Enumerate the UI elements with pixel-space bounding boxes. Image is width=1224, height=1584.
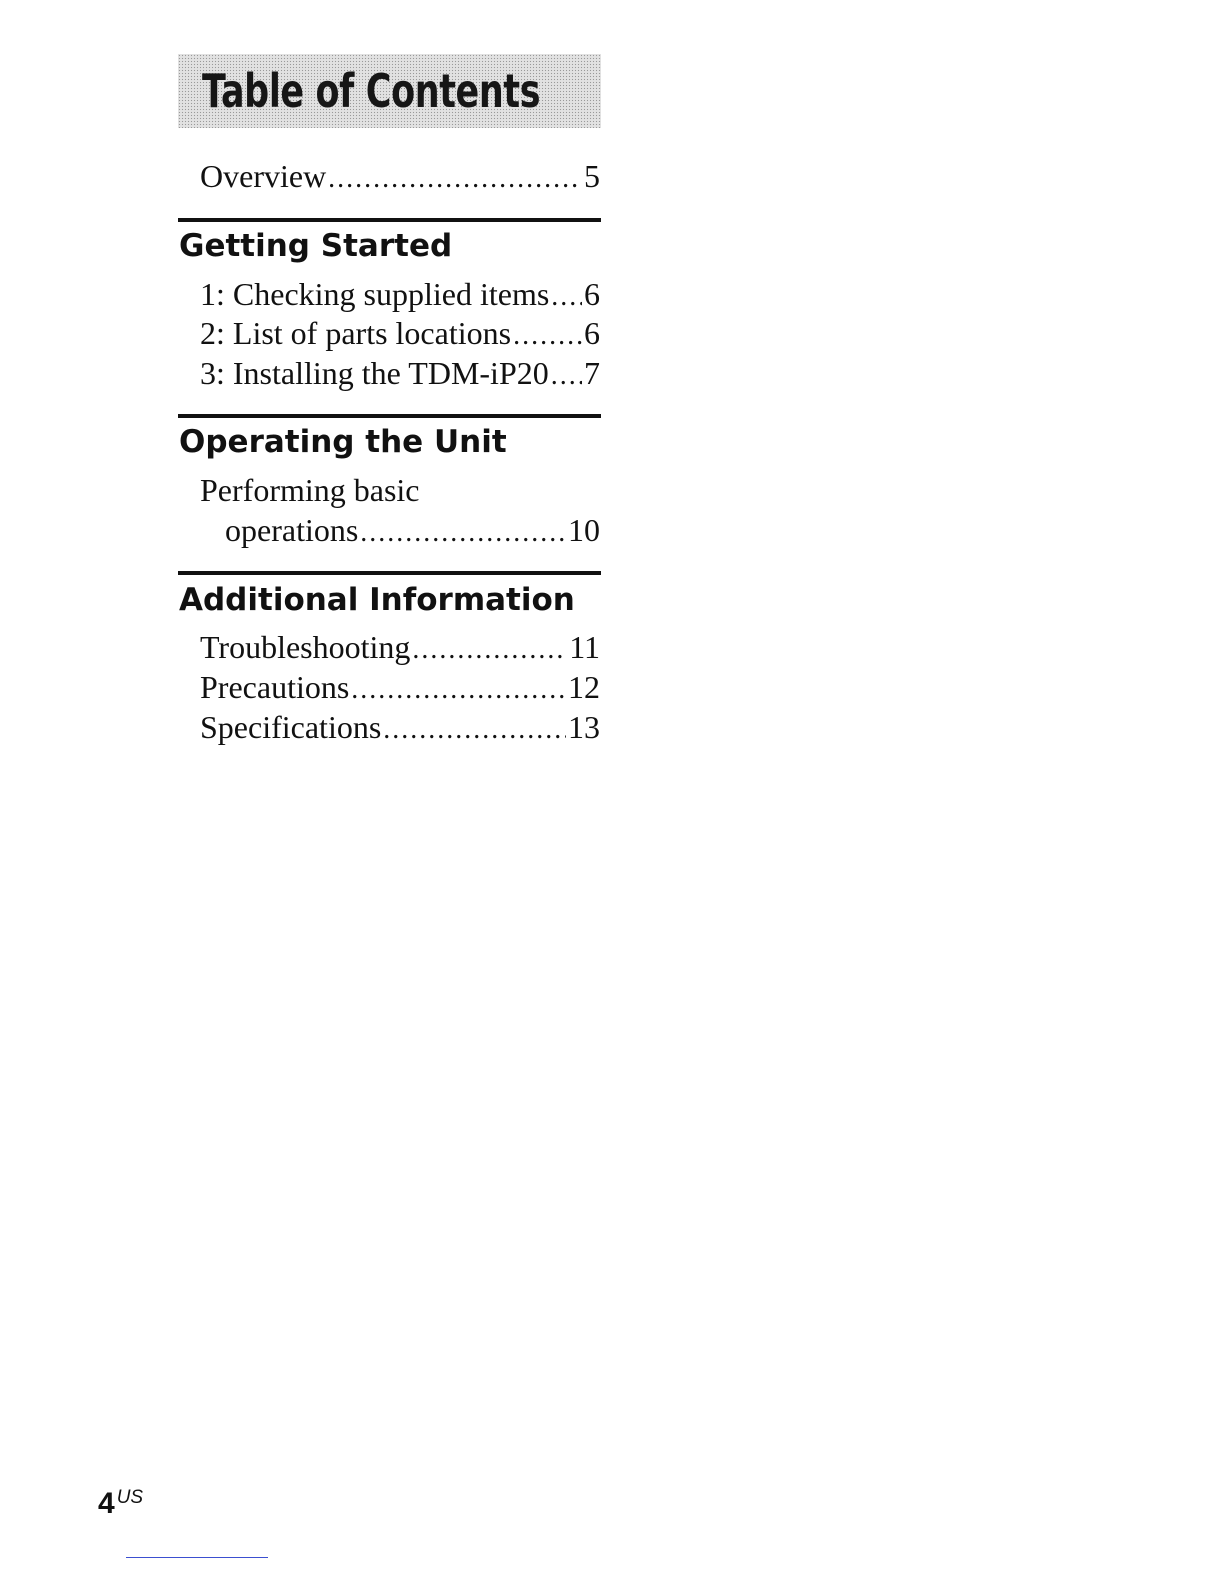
toc-entry-page: 11 (569, 629, 600, 665)
section-heading-additional-information: Additional Information (179, 582, 575, 618)
toc-entry-page: 12 (568, 669, 600, 705)
toc-entry-page: 6 (584, 315, 600, 351)
toc-entry-overview[interactable] (200, 156, 600, 199)
toc-entry-label: 1: Checking supplied items (200, 276, 550, 312)
toc-entry-label: 2: List of parts locations (200, 315, 512, 351)
dot-leader (351, 670, 566, 710)
toc-title-banner (178, 54, 601, 128)
toc-entry-label: operations (225, 512, 359, 548)
dot-leader (360, 513, 566, 553)
page-title: Table of Contents (202, 64, 541, 118)
toc-entry-page: 13 (568, 709, 600, 745)
dot-leader (551, 356, 582, 396)
toc-entry-page: 5 (584, 158, 600, 194)
page-number (98, 1486, 143, 1522)
dot-leader (412, 630, 567, 670)
section-heading-getting-started: Getting Started (179, 228, 453, 264)
dot-leader (383, 710, 566, 750)
toc-entry-label: 3: Installing the TDM-iP20 (200, 355, 549, 391)
toc-entry-installing[interactable] (200, 353, 600, 396)
page-number-value: 4 (98, 1487, 115, 1520)
toc-entry-troubleshooting[interactable] (200, 627, 600, 670)
toc-entry-label-line1[interactable]: Performing basic (200, 472, 420, 508)
toc-entry-page: 10 (568, 512, 600, 548)
section-heading-operating-the-unit: Operating the Unit (179, 424, 507, 460)
dot-leader (551, 277, 582, 317)
toc-entry-label: Precautions (200, 669, 350, 705)
toc-entry-parts-locations[interactable] (200, 313, 600, 356)
toc-entry-checking-supplied-items[interactable] (200, 274, 600, 317)
toc-entry-basic-operations[interactable] (225, 510, 600, 553)
toc-entry-page: 7 (584, 355, 600, 391)
toc-entry-label: Overview (200, 158, 327, 194)
toc-entry-precautions[interactable] (200, 667, 600, 710)
dot-leader (513, 316, 582, 356)
dot-leader (328, 159, 582, 199)
section-divider (178, 414, 601, 418)
toc-entry-label: Troubleshooting (200, 629, 411, 665)
section-divider (178, 218, 601, 222)
toc-entry-page: 6 (584, 276, 600, 312)
toc-entry-label: Specifications (200, 709, 382, 745)
toc-entry-specifications[interactable] (200, 707, 600, 750)
bottom-divider (126, 1557, 268, 1558)
page-number-suffix: US (116, 1487, 144, 1508)
section-divider (178, 571, 601, 575)
